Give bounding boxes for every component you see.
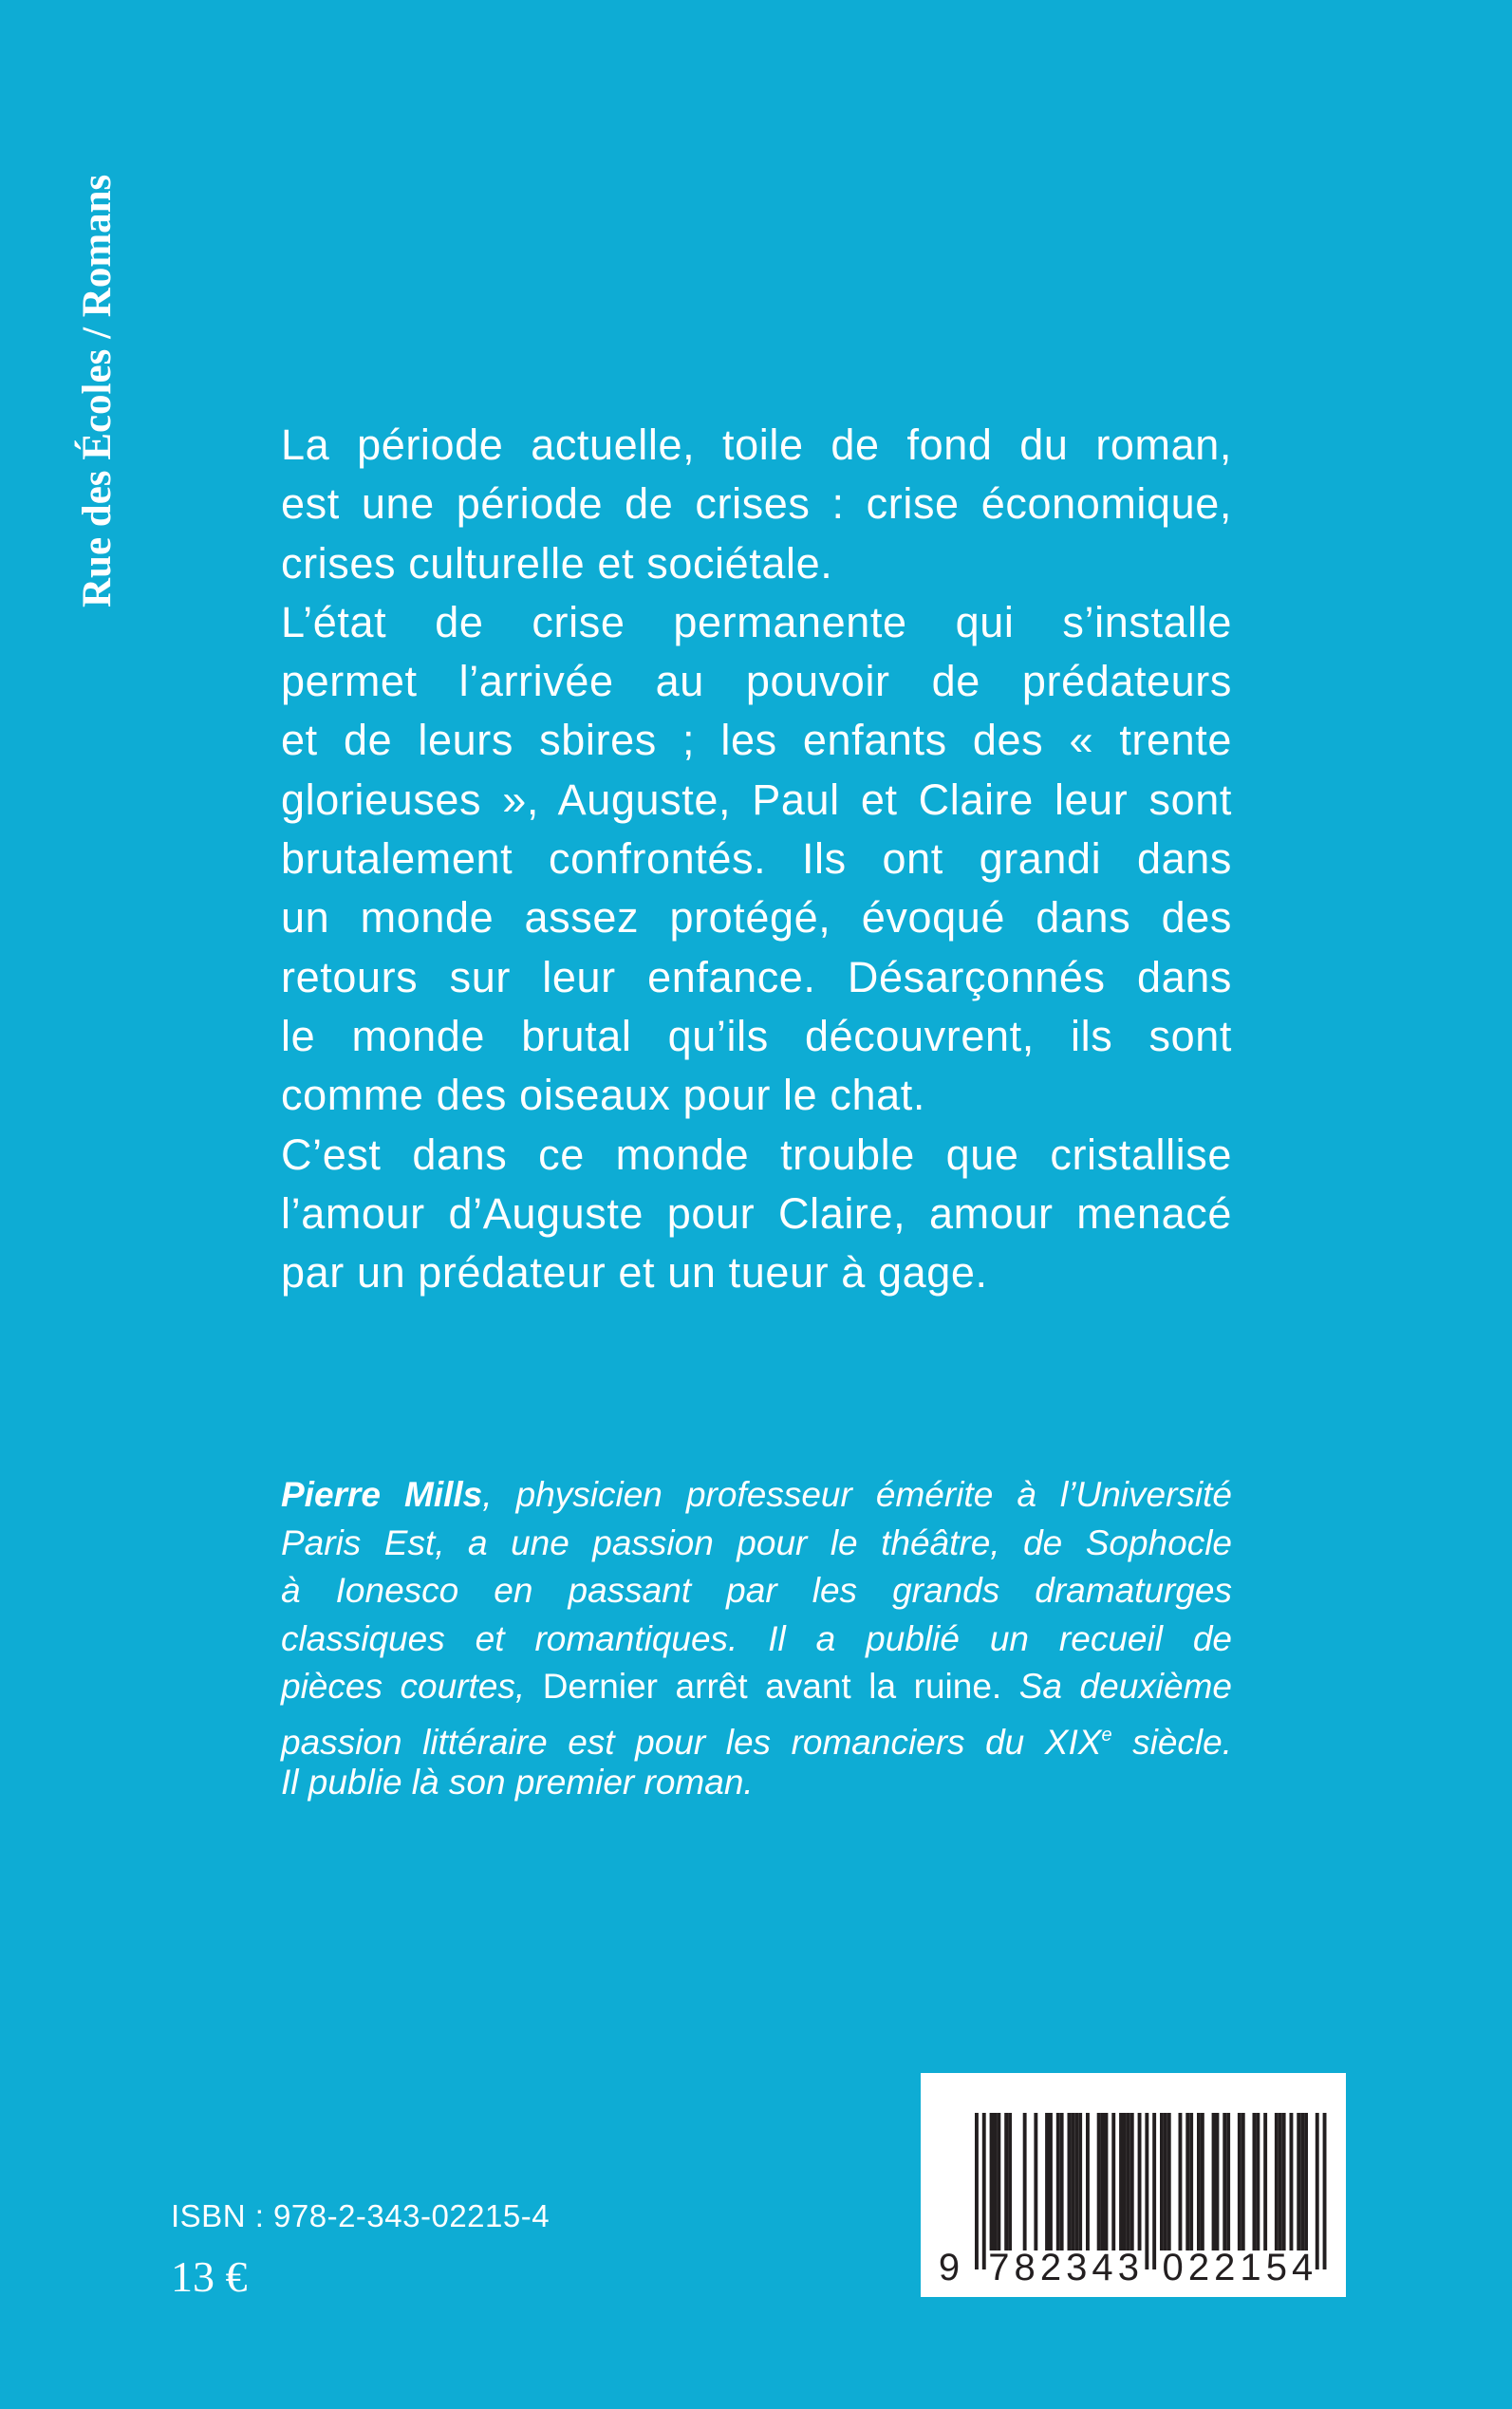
bio-line: classiques et romantiques. Il a publié un recueil de [281, 1618, 1232, 1658]
barcode-bar [1316, 2113, 1319, 2269]
barcode-bar [1197, 2113, 1201, 2250]
book-title: Dernier arrêt avant la ruine. [542, 1667, 1002, 1706]
barcode-bar [1008, 2113, 1012, 2250]
barcode-bar [1297, 2113, 1300, 2250]
barcode-bar [1071, 2113, 1074, 2250]
barcode-bar [1138, 2113, 1142, 2250]
barcode-digit: 9 [938, 2247, 961, 2288]
barcode-bar [1078, 2113, 1082, 2250]
barcode-digit: 2 [1214, 2247, 1236, 2288]
barcode-bar [1127, 2113, 1130, 2250]
barcode-bar [1223, 2113, 1226, 2250]
barcode-bar [1023, 2113, 1027, 2250]
isbn: ISBN : 978-2-343-02215-4 [171, 2198, 551, 2233]
bio-line [281, 1471, 1232, 1520]
barcode-bar [1074, 2113, 1078, 2250]
superscript: e [1101, 1724, 1112, 1746]
blurb-line: retours sur leur enfance. Désarçonnés dans [281, 952, 1232, 1001]
barcode-bar [1226, 2113, 1230, 2250]
barcode-bar [1123, 2113, 1127, 2250]
barcode-bar [1105, 2113, 1109, 2250]
barcode-bar [997, 2113, 1000, 2250]
barcode-bar [1212, 2113, 1216, 2250]
blurb-line: C’est dans ce monde trouble que cristallise [281, 1130, 1232, 1179]
bio-line: Il publie là son premier roman. [281, 1763, 754, 1802]
barcode-bar [1256, 2113, 1260, 2250]
barcode-bar [1241, 2113, 1245, 2250]
barcode-digit: 5 [1265, 2247, 1287, 2288]
barcode-bar [1160, 2113, 1164, 2250]
blurb-line: crises culturelle et sociétale. [281, 538, 833, 588]
blurb-line: glorieuses », Auguste, Paul et Claire leur sont [281, 775, 1232, 824]
barcode-bar [975, 2113, 979, 2269]
barcode-bar [1056, 2113, 1060, 2250]
barcode-bar [1097, 2113, 1101, 2250]
bio-text: , physicien professeur émérite à l’Université [482, 1475, 1232, 1514]
barcode-bar [1049, 2113, 1053, 2250]
bio-text: Sa deuxième [1001, 1667, 1232, 1706]
barcode-bar [990, 2113, 994, 2250]
barcode-bar [994, 2113, 998, 2250]
barcode-bar [1253, 2113, 1257, 2250]
bio-line: Paris Est, a une passion pour le théâtre, de Sophocle [281, 1522, 1232, 1562]
bio-text: pièces courtes, [281, 1667, 543, 1706]
bio-line [281, 1663, 1232, 1711]
bio-text: passion littéraire est pour les romanciers du XIX [281, 1722, 1102, 1762]
price: 13 € [171, 2252, 248, 2301]
barcode-bar [1152, 2113, 1156, 2269]
barcode-digit: 7 [988, 2247, 1010, 2288]
barcode-bar [1130, 2113, 1134, 2250]
barcode-bar [1238, 2113, 1241, 2250]
barcode-bar [1323, 2113, 1327, 2269]
barcode-bar [982, 2113, 986, 2269]
blurb-line: et de leurs sbires ; les enfants des « trente [281, 716, 1232, 765]
author-name: Pierre Mills [281, 1475, 483, 1514]
author-bio [281, 1471, 1232, 1807]
barcode-digit: 2 [1039, 2247, 1062, 2288]
barcode-bar [1279, 2113, 1282, 2250]
barcode-bar [1185, 2113, 1189, 2250]
barcode-bar [1086, 2113, 1090, 2250]
barcode-bar [1189, 2113, 1193, 2250]
barcode-bar [1167, 2113, 1171, 2250]
blurb-line: l’amour d’Auguste pour Claire, amour menacé [281, 1188, 1232, 1238]
blurb-line: L’état de crise permanente qui s’installe [281, 597, 1232, 646]
barcode-bar [1179, 2113, 1183, 2250]
barcode-bar [1164, 2113, 1167, 2250]
barcode-bar [1216, 2113, 1220, 2250]
barcode-bar [1119, 2113, 1123, 2250]
spine-series-label: Rue des Écoles / Romans [75, 174, 120, 607]
barcode-digit: 4 [1292, 2247, 1314, 2288]
barcode-bar [1145, 2113, 1148, 2269]
barcode-digit: 0 [1162, 2247, 1184, 2288]
barcode-digit: 8 [1014, 2247, 1036, 2288]
barcode-bar [1201, 2113, 1204, 2250]
blurb-line: est une période de crises : crise économique, [281, 479, 1232, 529]
barcode-bar [1060, 2113, 1064, 2250]
blurb-line: un monde assez protégé, évoqué dans des [281, 893, 1232, 943]
barcode-bar [1275, 2113, 1279, 2250]
blurb-line: permet l’arrivée au pouvoir de prédateurs [281, 657, 1232, 706]
barcode-digit: 3 [1066, 2247, 1088, 2288]
barcode-bar [1300, 2113, 1304, 2250]
barcode-bar [1068, 2113, 1072, 2250]
blurb-line: le monde brutal qu’ils découvrent, ils sont [281, 1011, 1232, 1060]
barcode-digit: 1 [1240, 2247, 1261, 2288]
barcode-bar [1304, 2113, 1308, 2250]
barcode [921, 2073, 1346, 2297]
barcode-graphic [921, 2073, 1346, 2297]
barcode-bar [1263, 2113, 1267, 2250]
barcode-bar [1101, 2113, 1105, 2250]
barcode-bar [1111, 2113, 1115, 2250]
barcode-bar [1290, 2113, 1294, 2250]
barcode-bar [1034, 2113, 1037, 2250]
barcode-bar [1004, 2113, 1008, 2250]
blurb-line: La période actuelle, toile de fond du roman, [281, 420, 1232, 469]
barcode-bar [1045, 2113, 1049, 2250]
blurb-line: comme des oiseaux pour le chat. [281, 1071, 925, 1120]
blurb-line: par un prédateur et un tueur à gage. [281, 1248, 988, 1298]
bio-line [281, 1711, 1232, 1760]
bio-text: siècle. [1111, 1722, 1232, 1762]
barcode-digit: 3 [1117, 2247, 1139, 2288]
blurb-text [281, 416, 1232, 1302]
blurb-line: brutalement confrontés. Ils ont grandi dans [281, 834, 1232, 884]
barcode-digit: 2 [1187, 2247, 1210, 2288]
barcode-bar [1282, 2113, 1286, 2250]
barcode-digit: 4 [1092, 2247, 1113, 2288]
bio-line: à Ionesco en passant par les grands dramaturges [281, 1571, 1232, 1610]
